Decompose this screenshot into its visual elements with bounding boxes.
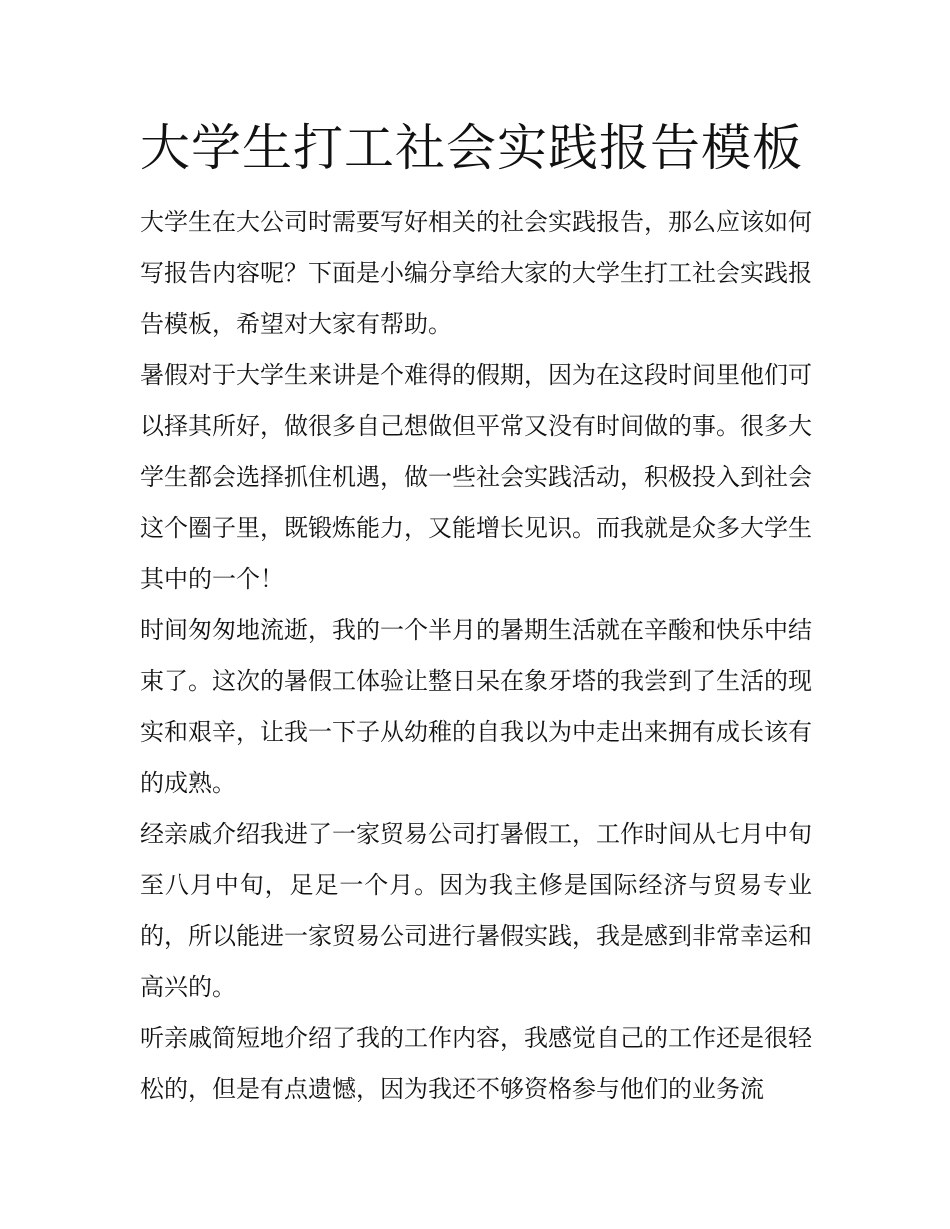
document-body	[140, 197, 812, 1115]
paragraph: 暑假对于大学生来讲是个难得的假期，因为在这段时间里他们可以择其所好，做很多自己想做但平常又没有时间做的事。很多大学生都会选择抓住机遇，做一些社会实践活动，积极投入到社会这个圈子里，既锻炼能力，又能增长见识。而我就是众多大学生其中的一个！	[140, 361, 812, 593]
document-title: 大学生打工社会实践报告模板	[140, 119, 803, 177]
paragraph: 时间匆匆地流逝，我的一个半月的暑期生活就在辛酸和快乐中结束了。这次的暑假工体验让整日呆在象牙塔的我尝到了生活的现实和艰辛，让我一下子从幼稚的自我以为中走出来拥有成长该有的成熟。	[140, 616, 812, 797]
paragraph: 大学生在大公司时需要写好相关的社会实践报告，那么应该如何写报告内容呢？下面是小编分享给大家的大学生打工社会实践报告模板，希望对大家有帮助。	[140, 208, 812, 338]
paragraph: 听亲戚简短地介绍了我的工作内容，我感觉自己的工作还是很轻松的，但是有点遗憾，因为我还不够资格参与他们的业务流	[140, 1024, 812, 1103]
paragraph: 经亲戚介绍我进了一家贸易公司打暑假工，工作时间从七月中旬至八月中旬，足足一个月。因为我主修是国际经济与贸易专业的，所以能进一家贸易公司进行暑假实践，我是感到非常幸运和高兴的。	[140, 820, 812, 1001]
